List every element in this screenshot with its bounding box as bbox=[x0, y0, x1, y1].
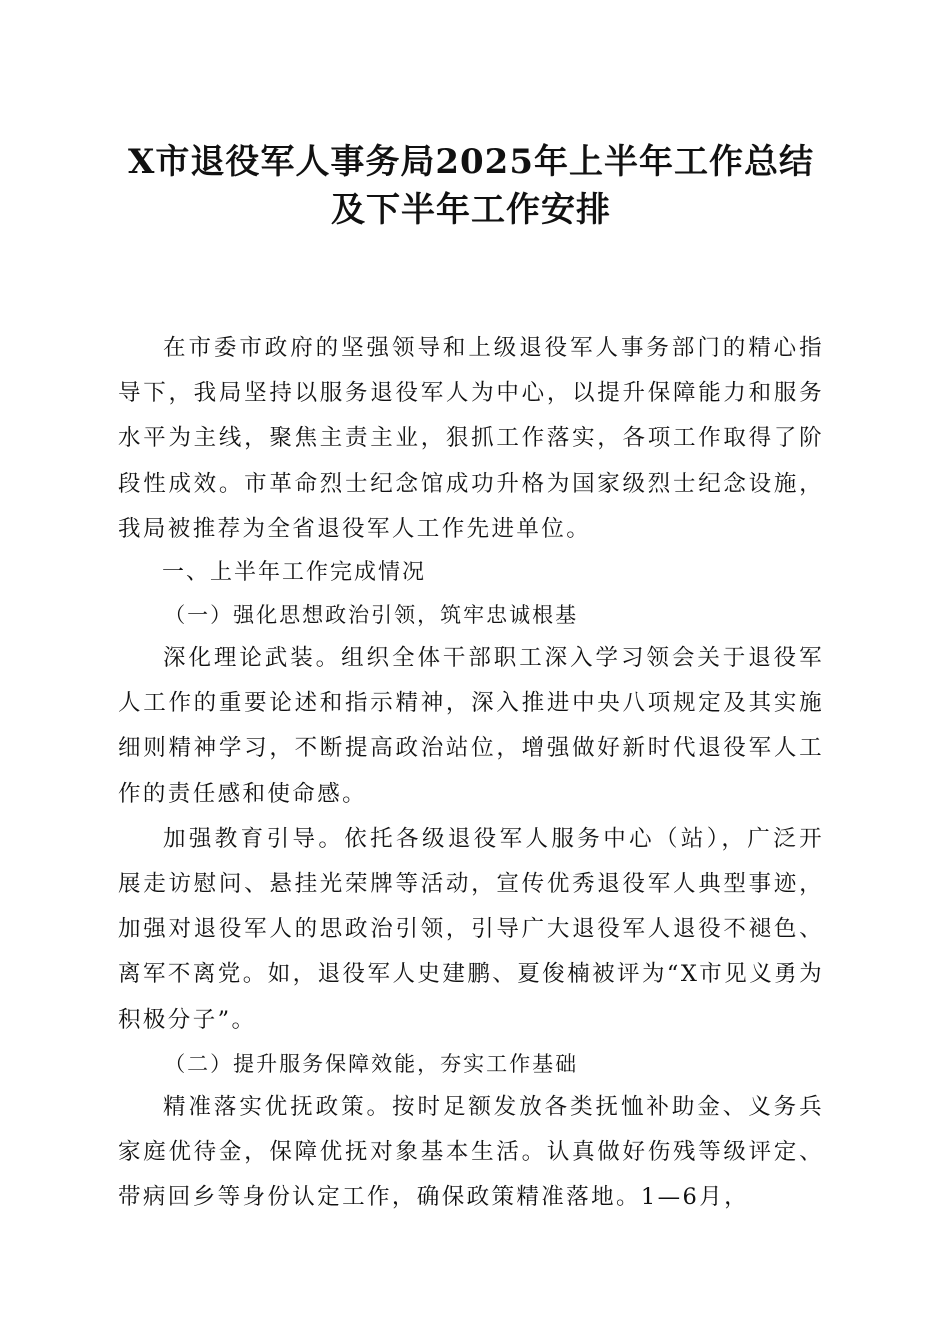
document-title bbox=[118, 138, 824, 234]
section-heading-first-half-results: 一、上半年工作完成情况 bbox=[162, 560, 427, 586]
title-line-1: X市退役军人事务局2025年上半年工作总结 bbox=[127, 142, 814, 182]
intro-paragraph: 在市委市政府的坚强领导和上级退役军人事务部门的精心指导下，我局坚持以服务退役军人为中心，以提升保障能力和服务水平为主线，聚焦主责主业，狠抓工作落实，各项工作取得了阶段性成效。市革命烈士纪念馆成功升格为国家级烈士纪念设施，我局被推荐为全省退役军人工作先进单位。 bbox=[118, 335, 824, 542]
subsection-heading-political-guidance: （一）强化思想政治引领，筑牢忠诚根基 bbox=[164, 603, 579, 628]
title-line-2: 及下半年工作安排 bbox=[331, 190, 611, 230]
paragraph-education-guidance: 加强教育引导。依托各级退役军人服务中心（站），广泛开展走访慰问、悬挂光荣牌等活动，宣传优秀退役军人典型事迹，加强对退役军人的思政治引领，引导广大退役军人退役不褪色、离军不离党。如，退役军人史建鹏、夏俊楠被评为“X市见义勇为积极分子”。 bbox=[118, 825, 824, 1033]
document-page bbox=[118, 138, 824, 1220]
paragraph-preferential-policies: 精准落实优抚政策。按时足额发放各类抚恤补助金、义务兵家庭优待金，保障优抚对象基本生活。认真做好伤残等级评定、带病回乡等身份认定工作，确保政策精准落地。1—6月， bbox=[118, 1093, 824, 1211]
subsection-heading-service-guarantee: （二）提升服务保障效能，夯实工作基础 bbox=[164, 1051, 579, 1076]
paragraph-theory-study: 深化理论武装。组织全体干部职工深入学习领会关于退役军人工作的重要论述和指示精神，深入推进中央八项规定及其实施细则精神学习，不断提高政治站位，增强做好新时代退役军人工作的责任感和使命感。 bbox=[118, 645, 824, 807]
document-body bbox=[118, 326, 824, 1220]
